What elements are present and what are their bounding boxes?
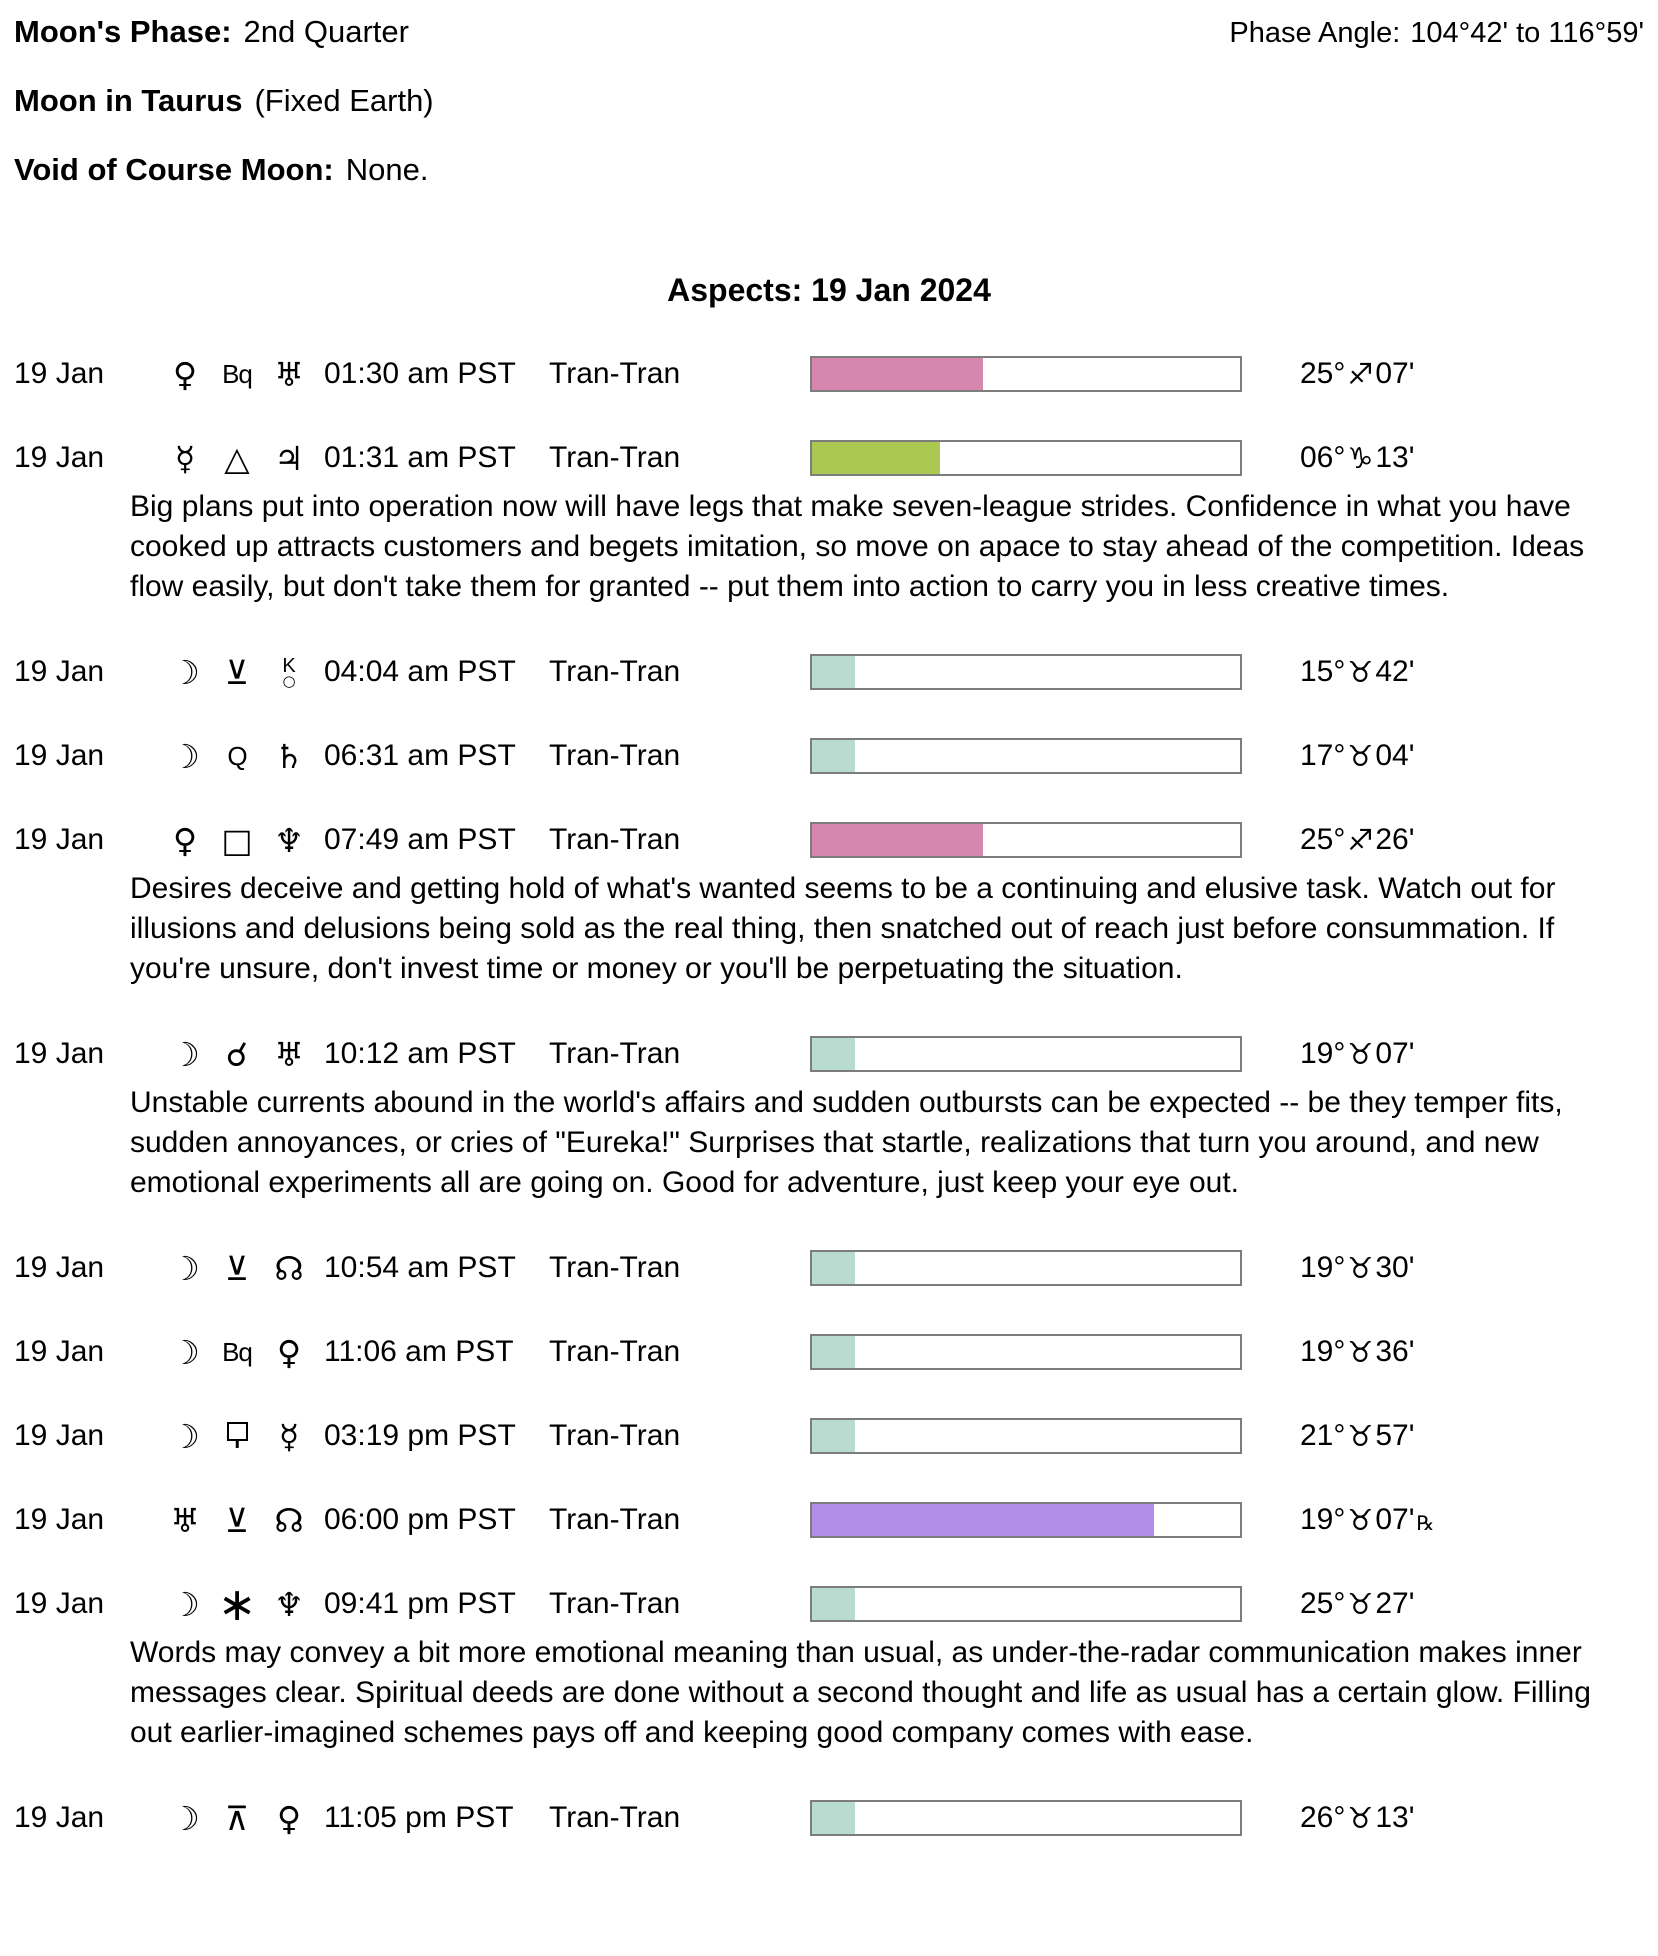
aspect-symbols	[159, 1577, 324, 1631]
aspect-date: 19 Jan	[14, 357, 105, 390]
north-node-icon: ☊	[274, 1248, 304, 1288]
aspect-date: 19 Jan	[14, 655, 105, 688]
sesquiquadrate-icon	[211, 1422, 263, 1450]
aspect-symbols	[159, 438, 324, 478]
aspect-position	[1300, 357, 1414, 391]
position-degrees: 25°	[1300, 1587, 1346, 1620]
aspect-kind: Tran-Tran	[549, 655, 681, 688]
orb-bar-fill	[812, 1588, 855, 1620]
aspect-symbols	[159, 1416, 324, 1456]
north-node-icon: ☊	[274, 1500, 304, 1540]
position-degrees: 25°	[1300, 357, 1346, 390]
sesquiquadrate-shape	[227, 1422, 248, 1441]
orb-bar	[810, 1586, 1242, 1622]
aspect-time: 06:31 am PST	[324, 739, 516, 772]
aspect-position	[1300, 1037, 1414, 1071]
biquintile-icon: Bq	[222, 1337, 252, 1367]
moon-icon: ☽	[170, 1584, 200, 1624]
aspect-interpretation: Unstable currents abound in the world's affairs and sudden outbursts can be expected -- be they temper fits, sudden annoyances, or cries of "Eureka!" Surprises that startle, realizations that turn you around, and new emotional experiments all are going on. Good for adventure, just keep your eye out.	[130, 1086, 1563, 1199]
moons-phase-label: Moon's Phase:	[14, 14, 232, 49]
orb-bar-fill	[812, 656, 855, 688]
aspect-row	[14, 1333, 1644, 1371]
aspect-kind: Tran-Tran	[549, 1587, 681, 1620]
void-of-course-label: Void of Course Moon:	[14, 152, 334, 187]
moon-icon: ☽	[170, 1034, 200, 1074]
aspect-date: 19 Jan	[14, 823, 105, 856]
phase-angle-value: 104°42' to 116°59'	[1410, 17, 1644, 49]
venus-icon: ♀	[172, 354, 198, 394]
taurus-icon: ♉	[1347, 655, 1374, 689]
orb-bar	[810, 1036, 1242, 1072]
aspect-position	[1300, 1251, 1414, 1285]
aspect-position	[1300, 1419, 1414, 1453]
moon-icon: ☽	[170, 1332, 200, 1372]
aspect-symbols	[159, 736, 324, 776]
aspect-time: 10:54 am PST	[324, 1251, 516, 1284]
orb-bar	[810, 440, 1242, 476]
aspect-position	[1300, 655, 1414, 689]
aspect-row	[14, 653, 1644, 691]
aspect-position	[1300, 1587, 1414, 1621]
void-of-course-value: None.	[345, 152, 429, 187]
orb-bar	[810, 822, 1242, 858]
quintile-icon: Q	[227, 741, 247, 771]
aspect-position	[1300, 739, 1414, 773]
orb-bar-fill	[812, 1336, 855, 1368]
quincunx-icon: ⊼	[224, 1798, 250, 1838]
aspect-position	[1300, 441, 1414, 475]
aspect-symbols	[159, 1500, 324, 1540]
aspect-position	[1300, 1335, 1414, 1369]
chiron-stack-top: K	[282, 654, 296, 677]
orb-bar-fill	[812, 824, 983, 856]
position-minutes: 30'	[1375, 1251, 1415, 1284]
orb-bar-fill	[812, 358, 983, 390]
aspect-interpretation: Desires deceive and getting hold of what's wanted seems to be a continuing and elusive task. Watch out for illusions and delusions being sold as the real thing, then snatched out of reach just before consummation. If you're unsure, don't invest time or money or you'll be perpetuating the situation.	[130, 872, 1556, 985]
aspect-date: 19 Jan	[14, 1251, 105, 1284]
moons-phase-value: 2nd Quarter	[243, 14, 409, 49]
aspect-row	[14, 1799, 1644, 1837]
semi-sextile-icon: ⊻	[224, 652, 250, 692]
venus-icon: ♀	[276, 1332, 302, 1372]
aspect-symbols	[159, 1332, 324, 1372]
biquintile-icon: Bq	[222, 359, 252, 389]
moon-sign-line	[14, 83, 1644, 119]
position-minutes: 07'	[1375, 357, 1415, 390]
aspect-row	[14, 737, 1644, 775]
aspect-kind: Tran-Tran	[549, 441, 681, 474]
aspect-date: 19 Jan	[14, 1335, 105, 1368]
aspect-time: 07:49 am PST	[324, 823, 516, 856]
aspect-time: 04:04 am PST	[324, 655, 516, 688]
uranus-icon: ♅	[274, 1034, 304, 1074]
moon-icon: ☽	[170, 652, 200, 692]
position-degrees: 26°	[1300, 1801, 1346, 1834]
mercury-icon: ☿	[174, 438, 196, 478]
jupiter-icon: ♃	[274, 438, 304, 478]
moon-sign-label: Moon in Taurus	[14, 83, 243, 118]
position-minutes: 13'	[1375, 1801, 1415, 1834]
phase-angle	[1229, 17, 1644, 50]
orb-bar	[810, 356, 1242, 392]
aspect-interpretation: Big plans put into operation now will have legs that make seven-league strides. Confidence in what you have cooked up attracts customers and begets imitation, so move on apace to stay ahead of the competition. Ideas flow easily, but don't take them for granted -- put them into action to carry you in less creative times.	[130, 490, 1585, 603]
aspect-row	[14, 821, 1644, 859]
position-degrees: 15°	[1300, 655, 1346, 688]
taurus-icon: ♉	[1347, 1251, 1374, 1285]
aspect-kind: Tran-Tran	[549, 1335, 681, 1368]
aspect-row	[14, 1035, 1644, 1073]
saturn-icon: ♄	[274, 736, 304, 776]
semi-sextile-icon: ⊻	[224, 1248, 250, 1288]
moon-icon: ☽	[170, 1416, 200, 1456]
moon-sign-value: (Fixed Earth)	[254, 83, 434, 118]
aspect-symbols	[159, 354, 324, 394]
uranus-icon: ♅	[170, 1500, 200, 1540]
aspect-time: 01:30 am PST	[324, 357, 516, 390]
aspect-kind: Tran-Tran	[549, 823, 681, 856]
position-minutes: 36'	[1375, 1335, 1415, 1368]
aspect-kind: Tran-Tran	[549, 357, 681, 390]
aspect-time: 11:06 am PST	[324, 1335, 514, 1368]
moon-icon: ☽	[170, 1798, 200, 1838]
mercury-icon: ☿	[278, 1416, 300, 1456]
neptune-icon: ♆	[274, 820, 304, 860]
orb-bar	[810, 1250, 1242, 1286]
aspect-position	[1300, 823, 1414, 857]
aspect-time: 09:41 pm PST	[324, 1587, 516, 1620]
position-minutes: 07'	[1375, 1503, 1415, 1536]
orb-bar-fill	[812, 1038, 855, 1070]
aspect-position	[1300, 1503, 1434, 1537]
aspect-kind: Tran-Tran	[549, 1251, 681, 1284]
aspect-kind: Tran-Tran	[549, 739, 681, 772]
position-degrees: 21°	[1300, 1419, 1346, 1452]
orb-bar-fill	[812, 1802, 855, 1834]
position-degrees: 19°	[1300, 1251, 1346, 1284]
position-degrees: 06°	[1300, 441, 1346, 474]
aspect-time: 01:31 am PST	[324, 441, 516, 474]
position-minutes: 57'	[1375, 1419, 1415, 1452]
aspect-date: 19 Jan	[14, 1587, 105, 1620]
orb-bar	[810, 1502, 1242, 1538]
aspect-date: 19 Jan	[14, 441, 105, 474]
orb-bar	[810, 654, 1242, 690]
aspect-time: 03:19 pm PST	[324, 1419, 516, 1452]
sagittarius-icon: ♐	[1347, 357, 1374, 391]
void-of-course-line	[14, 152, 1644, 188]
aspect-position	[1300, 1801, 1414, 1835]
position-minutes: 27'	[1375, 1587, 1415, 1620]
taurus-icon: ♉	[1347, 739, 1374, 773]
phase-angle-label: Phase Angle:	[1229, 17, 1401, 49]
position-degrees: 25°	[1300, 823, 1346, 856]
taurus-icon: ♉	[1347, 1801, 1374, 1835]
position-minutes: 26'	[1375, 823, 1415, 856]
orb-bar	[810, 1334, 1242, 1370]
trine-icon: △	[224, 438, 250, 478]
aspect-symbols	[159, 820, 324, 860]
aspect-row	[14, 1501, 1644, 1539]
neptune-icon: ♆	[274, 1584, 304, 1624]
orb-bar	[810, 1418, 1242, 1454]
chiron-icon	[263, 654, 315, 690]
conjunction-icon: ☌	[225, 1034, 249, 1074]
aspect-date: 19 Jan	[14, 1503, 105, 1536]
aspect-symbols	[159, 1248, 324, 1288]
orb-bar-fill	[812, 1504, 1154, 1536]
aspect-row	[14, 1417, 1644, 1455]
sagittarius-icon: ♐	[1347, 823, 1374, 857]
square-icon: □	[221, 820, 253, 860]
sextile-icon: ∗	[217, 1577, 257, 1631]
report-header	[14, 14, 1644, 188]
aspect-interpretation: Words may convey a bit more emotional meaning than usual, as under-the-radar communication makes inner messages clear. Spiritual deeds are done without a second thought and life as usual has a certain glow. Filling out earlier-imagined schemes pays off and keeping good company comes with ease.	[130, 1636, 1591, 1749]
orb-bar-fill	[812, 1420, 855, 1452]
aspect-kind: Tran-Tran	[549, 1037, 681, 1070]
aspect-row	[14, 1577, 1644, 1631]
uranus-icon: ♅	[274, 354, 304, 394]
orb-bar-fill	[812, 1252, 855, 1284]
taurus-icon: ♉	[1347, 1503, 1374, 1537]
capricorn-icon: ♑	[1347, 441, 1374, 475]
taurus-icon: ♉	[1347, 1335, 1374, 1369]
aspect-date: 19 Jan	[14, 1037, 105, 1070]
chiron-stack-bottom: ○	[282, 671, 296, 690]
aspect-kind: Tran-Tran	[549, 1503, 681, 1536]
aspect-symbols	[159, 652, 324, 692]
orb-bar	[810, 1800, 1242, 1836]
position-degrees: 17°	[1300, 739, 1346, 772]
venus-icon: ♀	[276, 1798, 302, 1838]
position-degrees: 19°	[1300, 1335, 1346, 1368]
aspect-row	[14, 1249, 1644, 1287]
aspects-title: Aspects: 19 Jan 2024	[667, 272, 991, 308]
aspect-time: 11:05 pm PST	[324, 1801, 514, 1834]
aspect-date: 19 Jan	[14, 739, 105, 772]
aspect-symbols	[159, 1034, 324, 1074]
taurus-icon: ♉	[1347, 1587, 1374, 1621]
aspect-row	[14, 355, 1644, 393]
moon-icon: ☽	[170, 736, 200, 776]
aspect-kind: Tran-Tran	[549, 1801, 681, 1834]
orb-bar-fill	[812, 740, 855, 772]
position-minutes: 07'	[1375, 1037, 1415, 1070]
aspect-date: 19 Jan	[14, 1419, 105, 1452]
semi-sextile-icon: ⊻	[224, 1500, 250, 1540]
aspect-row	[14, 439, 1644, 477]
orb-bar-fill	[812, 442, 940, 474]
position-degrees: 19°	[1300, 1503, 1346, 1536]
moon-icon: ☽	[170, 1248, 200, 1288]
position-minutes: 42'	[1375, 655, 1415, 688]
orb-bar	[810, 738, 1242, 774]
aspect-date: 19 Jan	[14, 1801, 105, 1834]
aspect-time: 06:00 pm PST	[324, 1503, 516, 1536]
position-degrees: 19°	[1300, 1037, 1346, 1070]
position-minutes: 04'	[1375, 739, 1415, 772]
retrograde-icon: ℞	[1416, 1511, 1435, 1535]
taurus-icon: ♉	[1347, 1037, 1374, 1071]
taurus-icon: ♉	[1347, 1419, 1374, 1453]
moons-phase-line	[14, 14, 1644, 50]
aspect-symbols	[159, 1798, 324, 1838]
aspects-list	[14, 355, 1644, 1837]
aspect-kind: Tran-Tran	[549, 1419, 681, 1452]
aspect-time: 10:12 am PST	[324, 1037, 516, 1070]
position-minutes: 13'	[1375, 441, 1415, 474]
venus-icon: ♀	[172, 820, 198, 860]
